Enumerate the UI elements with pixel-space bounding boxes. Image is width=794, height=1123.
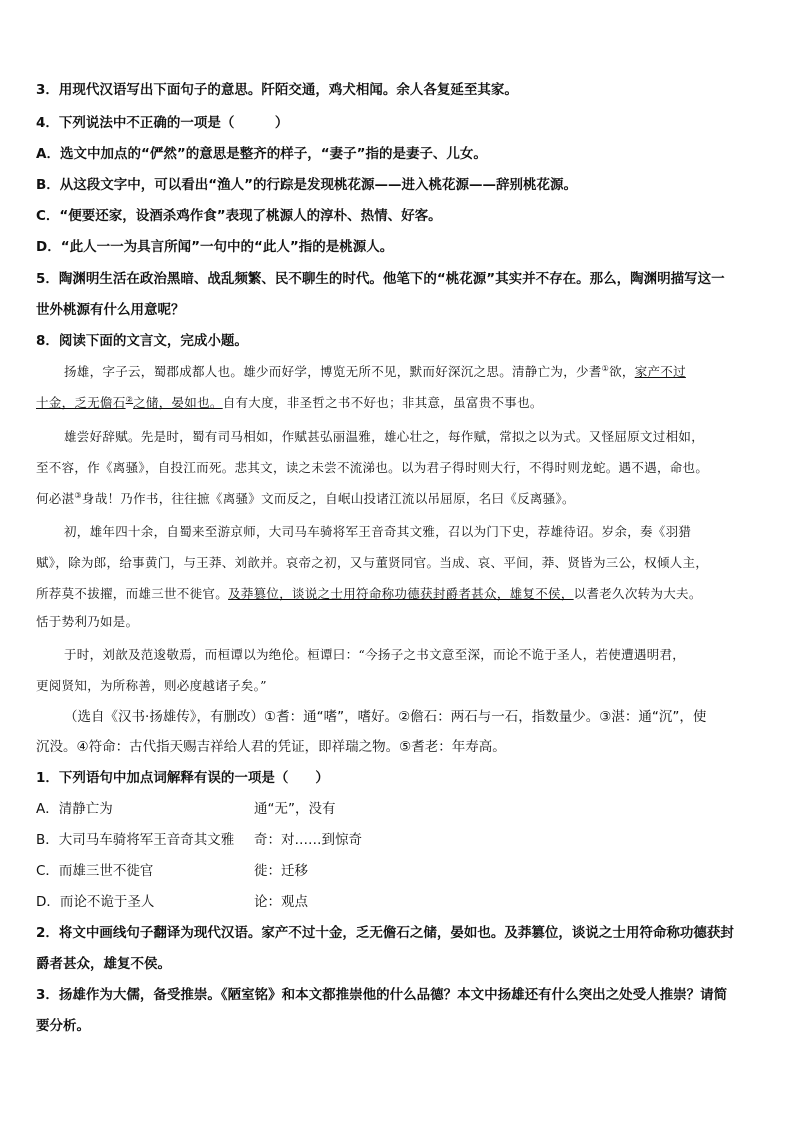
question-5-line-2: 世外桃源有什么用意呢？: [36, 302, 185, 318]
passage-p3-line-2: 赋》，除为郎，给事黄门，与王莽、刘歆并。哀帝之初，又与董贤同官。当成、哀、平间，莽、贤皆为三公，权倾人主，: [36, 555, 709, 570]
question-4-stem: 4．下列说法中不正确的一项是（ ）: [36, 115, 289, 131]
passage-text: 所荐莫不拔擢，而雄三世不徙官。: [36, 586, 229, 601]
question-3-analysis-line-2: 要分析。: [36, 1018, 90, 1034]
passage-p4-line-1: 于时，刘歆及范逡敬焉，而桓谭以为绝伦。桓谭曰：“今扬子之书文意至深，而论不诡于圣人，若使遭遇明君，: [64, 647, 686, 662]
question-1-option-b: [36, 830, 758, 850]
question-4-option-b: B．从这段文字中，可以看出“渔人”的行踪是发现桃花源——进入桃花源——辞别桃花源。: [36, 177, 578, 193]
notes-line-1: （选自《汉书·扬雄传》，有删改）①耆：通“嗜”，嗜好。②儋石：两石与一石，指数量少。③湛：通“沉”，使: [64, 709, 707, 725]
passage-p4-line-2: 更阅贤知，为所称善，则必度越诸子矣。”: [36, 678, 267, 693]
passage-text: 以耆老久次转为大夫。: [573, 586, 702, 601]
underlined-sentence: 家产不过: [634, 364, 686, 379]
question-5-line-1: 5．陶渊明生活在政治黑暗、战乱频繁、民不聊生的时代。他笔下的“桃花源”其实并不存在。那么，陶渊明描写这一: [36, 271, 725, 287]
question-1-option-a: [36, 799, 758, 819]
passage-text: 何必湛: [36, 491, 75, 506]
option-right: 奇：对……到惊奇: [254, 832, 362, 848]
question-2-line-2: 爵者甚众，雄复不侯。: [36, 956, 171, 972]
notes-line-2: 沉没。④符命：古代指天赐吉祥给人君的凭证，即祥瑞之物。⑤耆老：年寿高。: [36, 739, 506, 755]
footnote-mark: ③: [74, 490, 82, 500]
passage-p1-line-1: [64, 362, 758, 382]
question-4-option-d: D．“此人一一为具言所闻”一句中的“此人”指的是桃源人。: [36, 239, 394, 255]
passage-p3-line-4: 恬于势利乃如是。: [36, 614, 139, 629]
question-4-option-c: C．“便要还家，设酒杀鸡作食”表现了桃源人的淳朴、热情、好客。: [36, 208, 442, 224]
underlined-sentence: 及莽篡位，谈说之士用符命称功德获封爵者甚众，雄复不侯，: [228, 586, 574, 601]
option-left: D．而论不诡于圣人: [36, 894, 155, 910]
passage-p2-line-2: 至不容，作《离骚》，自投江而死。悲其文，读之未尝不流涕也。以为君子得时则大行，不得时则龙蛇。遇不遇，命也。: [36, 460, 709, 475]
option-left: C．而雄三世不徙官: [36, 863, 154, 879]
option-left: A．清静亡为: [36, 801, 113, 817]
question-1-stem: 1．下列语句中加点词解释有误的一项是（ ）: [36, 770, 329, 786]
underlined-sentence: 十金，乏无儋石: [36, 395, 126, 410]
passage-p1-line-2: [36, 393, 758, 413]
passage-p2-line-1: 雄尝好辞赋。先是时，蜀有司马相如，作赋甚弘丽温雅，雄心壮之，每作赋，常拟之以为式。又怪屈原文过相如，: [64, 429, 705, 444]
section-8-title: 8．阅读下面的文言文，完成小题。: [36, 333, 248, 349]
question-4-option-a: A．选文中加点的“俨然”的意思是整齐的样子，“妻子”指的是妻子、儿女。: [36, 146, 487, 162]
question-2-line-1: 2．将文中画线句子翻译为现代汉语。家产不过十金，乏无儋石之储，晏如也。及莽篡位，谈说之士用符命称功德获封: [36, 925, 734, 941]
question-1-option-c: [36, 861, 758, 881]
passage-p2-line-3: [36, 489, 758, 509]
option-right: 通“无”，没有: [254, 801, 336, 817]
underlined-sentence: 之储，晏如也。: [133, 395, 223, 410]
question-1-option-d: [36, 892, 758, 912]
passage-text: 欲，: [609, 364, 635, 379]
passage-text: 自有大度，非圣哲之书不好也；非其意，虽富贵不事也。: [222, 395, 543, 410]
footnote-mark: ②: [125, 394, 134, 404]
option-right: 徙：迁移: [254, 863, 308, 879]
option-right: 论：观点: [254, 894, 308, 910]
passage-p3-line-3: [36, 584, 758, 604]
passage-text: 扬雄，字子云，蜀郡成都人也。雄少而好学，博览无所不见，默而好深沉之思。清静亡为，少耆: [64, 364, 602, 379]
footnote-mark: ①: [601, 363, 610, 373]
question-3-analysis-line-1: 3．扬雄作为大儒，备受推崇。《陋室铭》和本文都推崇他的什么品德？本文中扬雄还有什么突出之处受人推崇？请简: [36, 987, 728, 1003]
question-3-translate: 3．用现代汉语写出下面句子的意思。阡陌交通，鸡犬相闻。余人各复延至其家。: [36, 82, 518, 98]
option-left: B．大司马车骑将军王音奇其文雅: [36, 832, 235, 848]
passage-text: 身哉！乃作书，往往摭《离骚》文而反之，自岷山投诸江流以吊屈原，名曰《反离骚》。: [81, 491, 575, 506]
passage-p3-line-1: 初，雄年四十余，自蜀来至游京师，大司马车骑将军王音奇其文雅，召以为门下史，荐雄待诏。岁余，奏《羽猎: [64, 524, 692, 539]
